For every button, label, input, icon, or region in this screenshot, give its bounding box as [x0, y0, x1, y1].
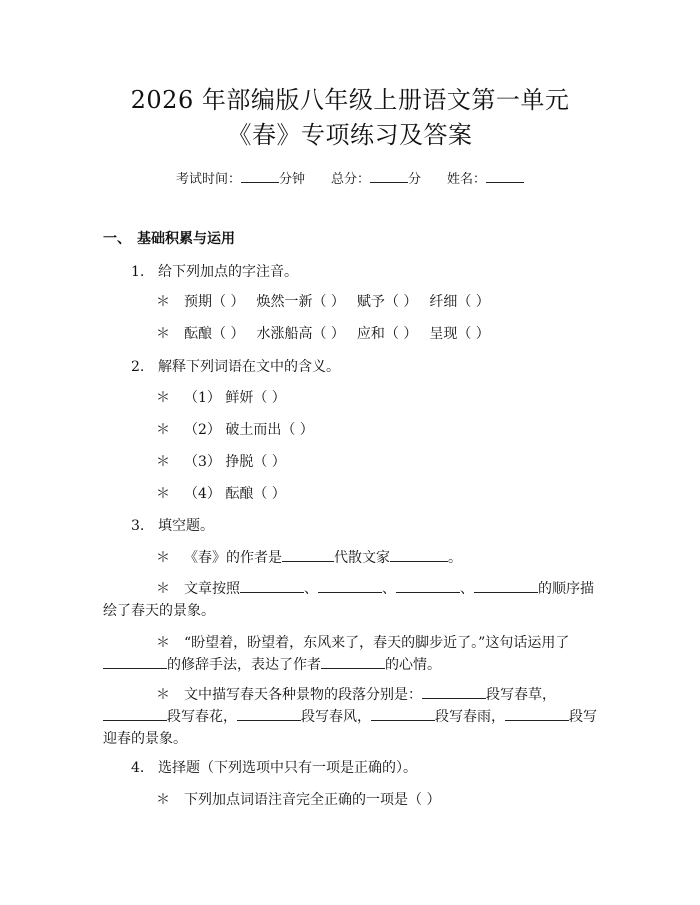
- q3-item3-text: 的修辞手法，表达了作者: [167, 657, 321, 673]
- order-blank[interactable]: [396, 578, 460, 593]
- era-blank[interactable]: [390, 547, 448, 562]
- q3-item4-text: 段写春草，: [486, 687, 556, 703]
- question-number: 3.: [131, 518, 145, 534]
- q3-item-4: [103, 684, 601, 750]
- separator: 、: [304, 581, 318, 597]
- q2-item-3: [156, 452, 286, 472]
- paragraph-blank[interactable]: [505, 706, 569, 721]
- bullet-icon: ＊: [156, 454, 170, 470]
- section-heading: [103, 229, 235, 249]
- q3-item4-text: 段写春风，: [301, 709, 371, 725]
- bullet-icon: ＊: [156, 687, 170, 703]
- exam-info-line: [0, 168, 700, 190]
- score-blank[interactable]: [370, 168, 408, 183]
- name-blank[interactable]: [486, 168, 524, 183]
- q3-item4-text: 写迎春的景象。: [103, 709, 597, 747]
- q3-item2-text: 的顺序: [538, 581, 580, 597]
- q4-item-1: [156, 790, 440, 810]
- q1-word: 应和（ ）: [356, 326, 418, 342]
- time-blank[interactable]: [241, 168, 279, 183]
- paragraph-blank[interactable]: [237, 706, 301, 721]
- q1-word: 赋予（ ）: [356, 294, 418, 310]
- separator: 、: [460, 581, 474, 597]
- q1-word: 呈现（ ）: [429, 326, 490, 342]
- q2-item-2: [156, 420, 314, 440]
- q3-item1-text: 。: [448, 550, 462, 566]
- q1-row-2: [156, 324, 502, 344]
- paragraph-blank[interactable]: [103, 706, 167, 721]
- question-text: 给下列加点的字注音。: [158, 264, 298, 280]
- score-unit: 分: [408, 172, 422, 187]
- q2-item-4: [156, 484, 286, 504]
- paragraph-blank[interactable]: [371, 706, 435, 721]
- bullet-icon: ＊: [156, 486, 170, 502]
- question-1: [131, 262, 298, 282]
- q3-item4-text: 文中描写春天各种景物的段落分别是：: [184, 687, 422, 703]
- question-2: [131, 357, 340, 377]
- feeling-blank[interactable]: [321, 654, 385, 669]
- question-text: 解释下列词语在文中的含义。: [158, 359, 340, 375]
- bullet-icon: ＊: [156, 390, 170, 406]
- q4-item-text: 下列加点词语注音完全正确的一项是（ ）: [184, 792, 441, 808]
- q3-item3-text: 的心情。: [385, 657, 441, 673]
- document-title-line1: 2026 年部编版八年级上册语文第一单元: [130, 86, 570, 114]
- q2-item-text: （1） 鲜妍（ ）: [184, 390, 286, 406]
- q3-item-3: [103, 632, 601, 676]
- question-number: 1.: [131, 264, 145, 280]
- separator: 、: [382, 581, 396, 597]
- q3-item2-text: 描绘了春天的景象。: [103, 581, 594, 619]
- q2-item-text: （4） 酝酿（ ）: [184, 486, 286, 502]
- q1-row-1: [156, 292, 502, 312]
- question-4: [131, 758, 417, 778]
- q3-item1-text: 《春》的作者是: [184, 550, 282, 566]
- q3-item3-text: “盼望着，盼望着，东风来了，春天的脚步近了。”这句话运用了: [184, 635, 570, 651]
- q3-item-2: [103, 578, 601, 622]
- q1-word: 水涨船高（ ）: [256, 326, 345, 342]
- question-number: 4.: [131, 760, 145, 776]
- section-number: 一、: [103, 231, 131, 247]
- q1-word: 纤细（ ）: [429, 294, 490, 310]
- bullet-icon: ＊: [156, 581, 170, 597]
- document-title-line2: 《春》专项练习及答案: [227, 121, 473, 149]
- q1-word: 预期（ ）: [184, 294, 245, 310]
- question-number: 2.: [131, 359, 145, 375]
- q1-word: 酝酿（ ）: [184, 326, 245, 342]
- q2-item-text: （2） 破土而出（ ）: [184, 422, 314, 438]
- question-3: [131, 516, 214, 536]
- paragraph-blank[interactable]: [422, 684, 486, 699]
- question-text: 填空题。: [158, 518, 214, 534]
- order-blank[interactable]: [318, 578, 382, 593]
- q3-item1-text: 代散文家: [334, 550, 390, 566]
- q3-item2-text: 文章按照: [184, 581, 240, 597]
- bullet-icon: ＊: [156, 326, 170, 342]
- q1-word: 焕然一新（ ）: [256, 294, 345, 310]
- name-label: 姓名：: [447, 172, 487, 187]
- q2-item-1: [156, 388, 286, 408]
- question-text: 选择题（下列选项中只有一项是正确的）。: [158, 760, 417, 776]
- bullet-icon: ＊: [156, 792, 170, 808]
- bullet-icon: ＊: [156, 550, 170, 566]
- q3-item-1: [156, 547, 462, 568]
- q3-item4-text: 段: [569, 709, 583, 725]
- rhetoric-blank[interactable]: [103, 654, 167, 669]
- time-label: 考试时间：: [175, 172, 241, 187]
- bullet-icon: ＊: [156, 422, 170, 438]
- bullet-icon: ＊: [156, 635, 170, 651]
- bullet-icon: ＊: [156, 294, 170, 310]
- score-label: 总分：: [330, 172, 370, 187]
- q3-item4-text: 段写春雨，: [435, 709, 505, 725]
- order-blank[interactable]: [474, 578, 538, 593]
- order-blank[interactable]: [240, 578, 304, 593]
- q3-item4-text: 段写春花，: [167, 709, 237, 725]
- section-title: 基础积累与运用: [137, 231, 235, 247]
- author-blank[interactable]: [282, 547, 334, 562]
- q2-item-text: （3） 挣脱（ ）: [184, 454, 286, 470]
- time-unit: 分钟: [278, 172, 305, 187]
